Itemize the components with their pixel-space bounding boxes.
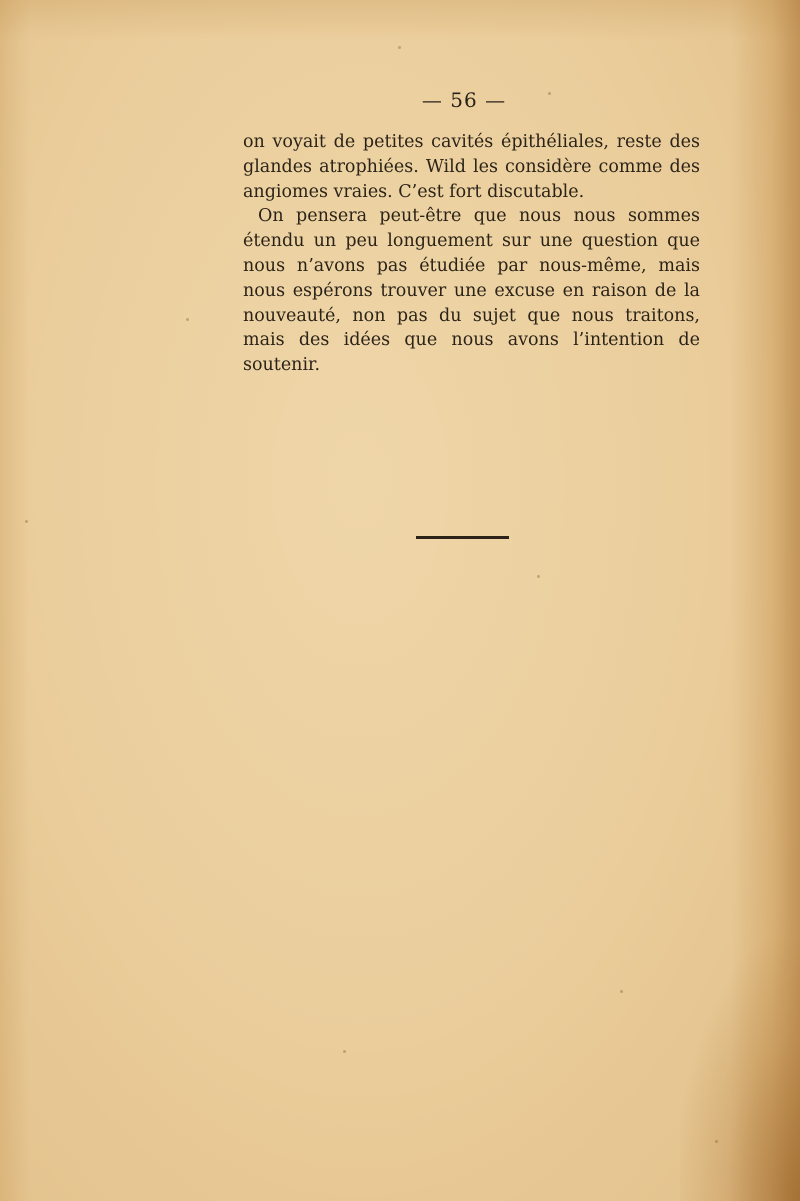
paper-speck [620,990,623,993]
paper-speck [186,318,189,321]
section-divider-rule [416,536,509,539]
page-stain-corner [680,941,800,1201]
page-shading-top [0,0,800,40]
paper-speck [343,1050,346,1053]
paper-speck [25,520,28,523]
page-number: — 56 — [421,88,507,112]
paper-speck [537,575,540,578]
paragraph: On pensera peut-être que nous nous sommes étendu un peu longuement sur une question que nous n’avons pas étudiée par nous-même, mais nous espérons trouver une excuse en raison de la nouveauté, non pas du sujet que nous traitons, mais des idées que nous avons l’intention de soutenir. [243,206,700,376]
paper-speck [715,1140,718,1143]
paragraph: on voyait de petites cavités épithéliales, reste des glandes atrophiées. Wild les considère comme des angiomes vraies. C’est fort discutable. [243,132,700,202]
paper-speck [398,46,401,49]
page-shading-left [0,0,30,1201]
body-text [243,130,700,378]
